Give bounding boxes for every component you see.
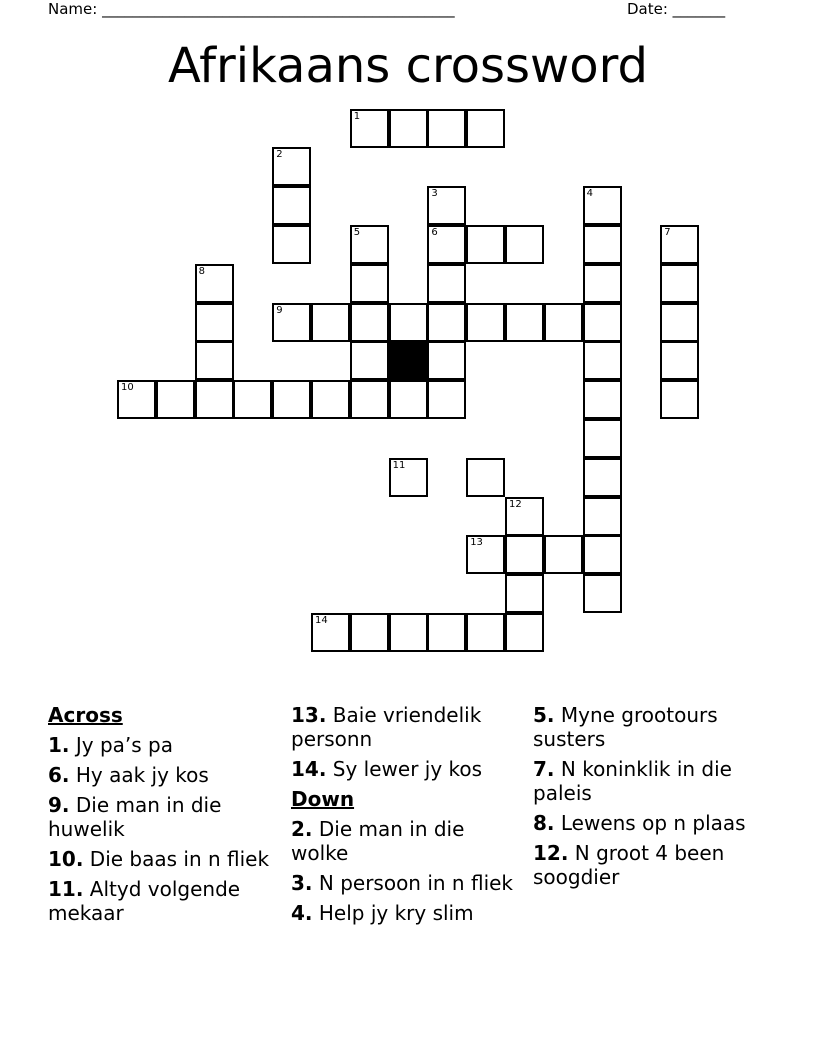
grid-cell[interactable] (505, 225, 544, 264)
clue-text: Help jy kry slim (318, 901, 474, 925)
grid-cell[interactable] (195, 341, 234, 380)
date-line: Date: _______ (627, 0, 726, 18)
clues-column-3 (533, 703, 768, 895)
grid-cell[interactable] (350, 303, 389, 342)
grid-cell[interactable] (350, 380, 389, 419)
grid-cell[interactable] (427, 613, 466, 652)
grid-cell[interactable] (389, 380, 428, 419)
grid-cell[interactable] (389, 613, 428, 652)
clues-column-1 (48, 703, 283, 931)
grid-cell[interactable] (389, 458, 428, 497)
grid-cell[interactable] (544, 535, 583, 574)
grid-cell[interactable] (583, 186, 622, 225)
grid-cell[interactable] (311, 613, 350, 652)
clue-across-14 (291, 757, 526, 781)
clue-text: N koninklik in die paleis (533, 757, 732, 805)
grid-cell[interactable] (389, 109, 428, 148)
clue-text: Die man in die wolke (291, 817, 465, 865)
grid-cell[interactable] (311, 380, 350, 419)
clue-number: 12. (533, 841, 569, 865)
grid-cell[interactable] (583, 497, 622, 536)
clue-text: Hy aak jy kos (75, 763, 209, 787)
grid-cell[interactable] (389, 303, 428, 342)
grid-cell[interactable] (583, 574, 622, 613)
black-cell (389, 341, 428, 380)
cell-number: 10 (121, 382, 134, 394)
grid-cell[interactable] (466, 458, 505, 497)
grid-cell[interactable] (427, 264, 466, 303)
clue-across-9 (48, 793, 283, 841)
clues-column-2 (291, 703, 526, 931)
clue-text: Die man in die huwelik (48, 793, 222, 841)
grid-cell[interactable] (350, 341, 389, 380)
cell-number: 7 (664, 227, 671, 238)
clue-number: 2. (291, 817, 313, 841)
grid-cell[interactable] (195, 264, 234, 303)
clue-text: Baie vriendelik personn (291, 703, 482, 751)
grid-cell[interactable] (272, 186, 311, 225)
cell-number: 2 (276, 149, 283, 161)
grid-cell[interactable] (195, 303, 234, 342)
clue-number: 3. (291, 871, 313, 895)
clue-number: 9. (48, 793, 70, 817)
clue-across-10 (48, 847, 283, 871)
grid-cell[interactable] (544, 303, 583, 342)
grid-cell[interactable] (660, 264, 699, 303)
grid-cell[interactable] (427, 225, 466, 264)
cell-number: 3 (431, 188, 438, 200)
grid-cell[interactable] (466, 225, 505, 264)
grid-cell[interactable] (466, 613, 505, 652)
clue-across-13 (291, 703, 526, 751)
grid-cell[interactable] (505, 303, 544, 342)
grid-cell[interactable] (311, 303, 350, 342)
clue-number: 14. (291, 757, 327, 781)
clue-number: 6. (48, 763, 70, 787)
grid-cell[interactable] (350, 613, 389, 652)
clue-text: Altyd volgende mekaar (48, 877, 241, 925)
grid-cell[interactable] (583, 341, 622, 380)
clue-down-4 (291, 901, 526, 925)
clue-text: Lewens op n plaas (560, 811, 746, 835)
grid-cell[interactable] (505, 497, 544, 536)
grid-cell[interactable] (195, 380, 234, 419)
grid-cell[interactable] (117, 380, 156, 419)
grid-cell[interactable] (272, 303, 311, 342)
grid-cell[interactable] (272, 225, 311, 264)
clue-number: 4. (291, 901, 313, 925)
clue-text: N persoon in n fliek (318, 871, 514, 895)
grid-cell[interactable] (583, 535, 622, 574)
clue-number: 1. (48, 733, 70, 757)
clue-number: 11. (48, 877, 84, 901)
grid-cell[interactable] (466, 303, 505, 342)
grid-cell[interactable] (583, 225, 622, 264)
clue-number: 13. (291, 703, 327, 727)
clue-down-12 (533, 841, 768, 889)
grid-cell[interactable] (427, 303, 466, 342)
cell-number: 14 (315, 615, 328, 626)
grid-cell[interactable] (466, 535, 505, 574)
clue-down-2 (291, 817, 526, 865)
clue-text: N groot 4 been soogdier (533, 841, 725, 889)
grid-cell[interactable] (583, 380, 622, 419)
grid-cell[interactable] (660, 303, 699, 342)
grid-cell[interactable] (272, 380, 311, 419)
grid-cell[interactable] (350, 264, 389, 303)
name-line: Name: _______________________________________________ (48, 0, 455, 18)
clue-down-3 (291, 871, 526, 895)
grid-cell[interactable] (427, 186, 466, 225)
grid-cell[interactable] (466, 109, 505, 148)
cell-number: 1 (353, 110, 361, 122)
clue-across-11 (48, 877, 283, 925)
clue-number: 8. (533, 811, 555, 835)
grid-cell[interactable] (583, 458, 622, 497)
clue-across-6 (48, 763, 283, 787)
grid-cell[interactable] (583, 264, 622, 303)
clue-text: Myne grootours susters (533, 703, 718, 751)
clue-text: Die baas in n fliek (89, 847, 270, 871)
clue-down-8 (533, 811, 768, 835)
page-title: Afrikaans crossword (168, 38, 648, 94)
grid-cell[interactable] (427, 341, 466, 380)
grid-cell[interactable] (660, 341, 699, 380)
grid-cell[interactable] (505, 613, 544, 652)
grid-cell[interactable] (660, 380, 699, 419)
clue-number: 10. (48, 847, 84, 871)
clue-across-1 (48, 733, 283, 757)
grid-cell[interactable] (583, 419, 622, 458)
grid-cell[interactable] (505, 535, 544, 574)
grid-cell[interactable] (427, 380, 466, 419)
grid-cell[interactable] (660, 225, 699, 264)
grid-cell[interactable] (156, 380, 195, 419)
grid-cell[interactable] (427, 109, 466, 148)
clue-number: 7. (533, 757, 555, 781)
grid-cell[interactable] (233, 380, 272, 419)
cell-number: 9 (276, 304, 283, 316)
across-heading: Across (48, 703, 123, 727)
cell-number: 6 (431, 227, 438, 238)
clue-down-5 (533, 703, 768, 751)
grid-cell[interactable] (350, 225, 389, 264)
cell-number: 5 (353, 227, 361, 238)
down-heading: Down (291, 787, 355, 811)
clue-down-7 (533, 757, 768, 805)
cell-number: 11 (392, 459, 406, 471)
cell-number: 13 (470, 537, 483, 549)
clue-text: Sy lewer jy kos (332, 757, 483, 781)
grid-cell[interactable] (505, 574, 544, 613)
clue-number: 5. (533, 703, 555, 727)
grid-cell[interactable] (272, 147, 311, 186)
grid-cell[interactable] (583, 303, 622, 342)
cell-number: 4 (586, 188, 593, 200)
grid-cell[interactable] (350, 109, 389, 148)
cell-number: 12 (509, 498, 522, 510)
clue-text: Jy pa’s pa (75, 733, 174, 757)
cell-number: 8 (198, 265, 205, 277)
